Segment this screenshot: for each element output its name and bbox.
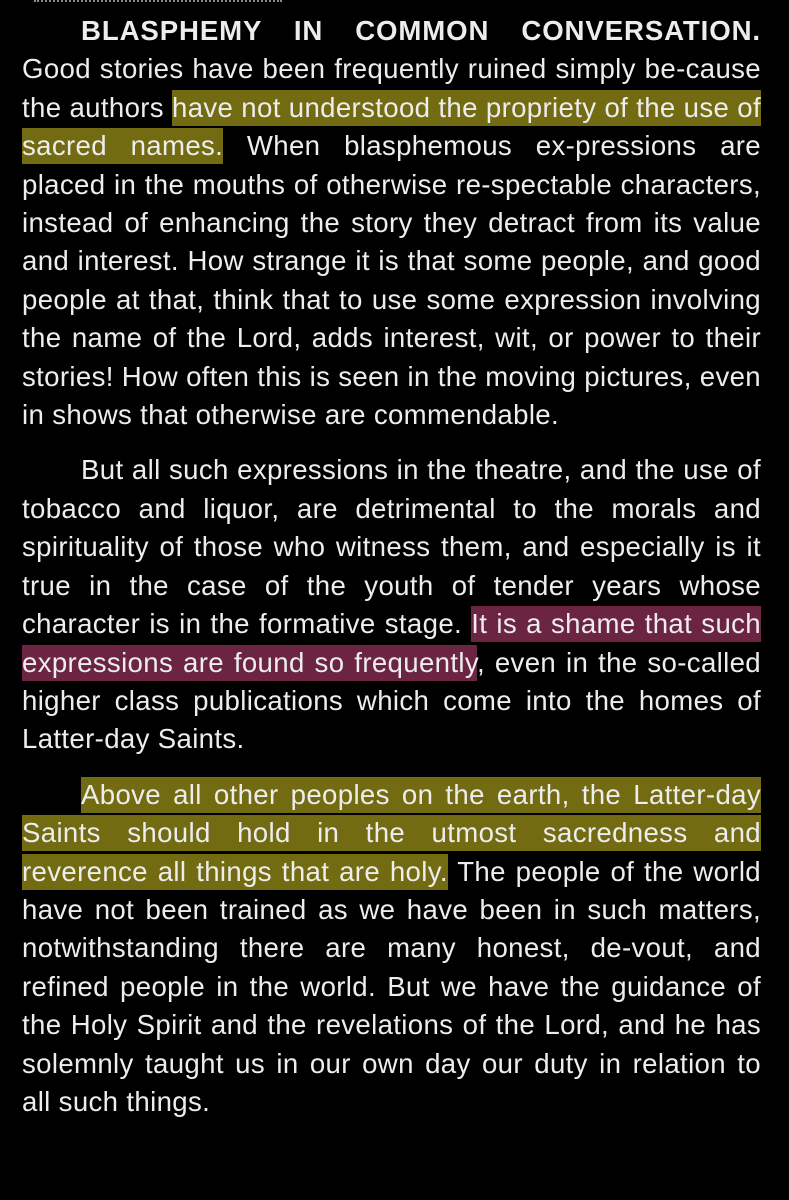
highlight-olive-1[interactable]: have not understood the propriety of the use of sacred names. bbox=[22, 90, 761, 164]
paragraph-3-text-end: The people of the world have not been trained as we have been in such matters, notwithstanding there are many honest, de-vout, and refined people in the world. But we have the guidance of the Holy Spirit and the revelations of the Lord, and he has solemnly taught us in our own day our duty in relation to all such things. bbox=[22, 855, 761, 1117]
top-dotted-divider bbox=[34, 0, 282, 2]
paragraph-1 bbox=[22, 12, 761, 434]
paragraph-2 bbox=[22, 451, 761, 758]
paragraph-1-text-end: When blasphemous ex-pressions are placed in the mouths of otherwise re-spectable characters, instead of enhancing the story they detract from its value and interest. How strange it is that some people, and good people at that, think that to use some expression involving the name of the Lord, adds interest, wit, or power to their stories! How often this is seen in the moving pictures, even in shows that otherwise are commendable. bbox=[22, 130, 761, 431]
paragraph-3 bbox=[22, 776, 761, 1122]
highlight-olive-2[interactable]: Above all other peoples on the earth, the Latter-day Saints should hold in the utmost sacredness and reverence all things that are holy. bbox=[22, 777, 761, 890]
paragraph-1-text-start: Good stories have been frequently ruined simply be-cause the authors bbox=[22, 53, 761, 123]
paragraph-2-text-start: But all such expressions in the theatre, and the use of tobacco and liquor, are detrimental to the morals and spirituality of those who witness them, and especially is it true in the case of the youth of tender years whose character is in the formative stage. bbox=[22, 454, 761, 640]
highlight-maroon-1[interactable]: It is a shame that such expressions are found so frequently bbox=[22, 606, 761, 680]
document-body bbox=[22, 12, 761, 1121]
paragraph-2-text-end: , even in the so-called higher class publications which come into the homes of Latter-day Saints. bbox=[22, 646, 761, 755]
section-heading: BLASPHEMY IN COMMON CONVERSATION. bbox=[81, 15, 761, 46]
